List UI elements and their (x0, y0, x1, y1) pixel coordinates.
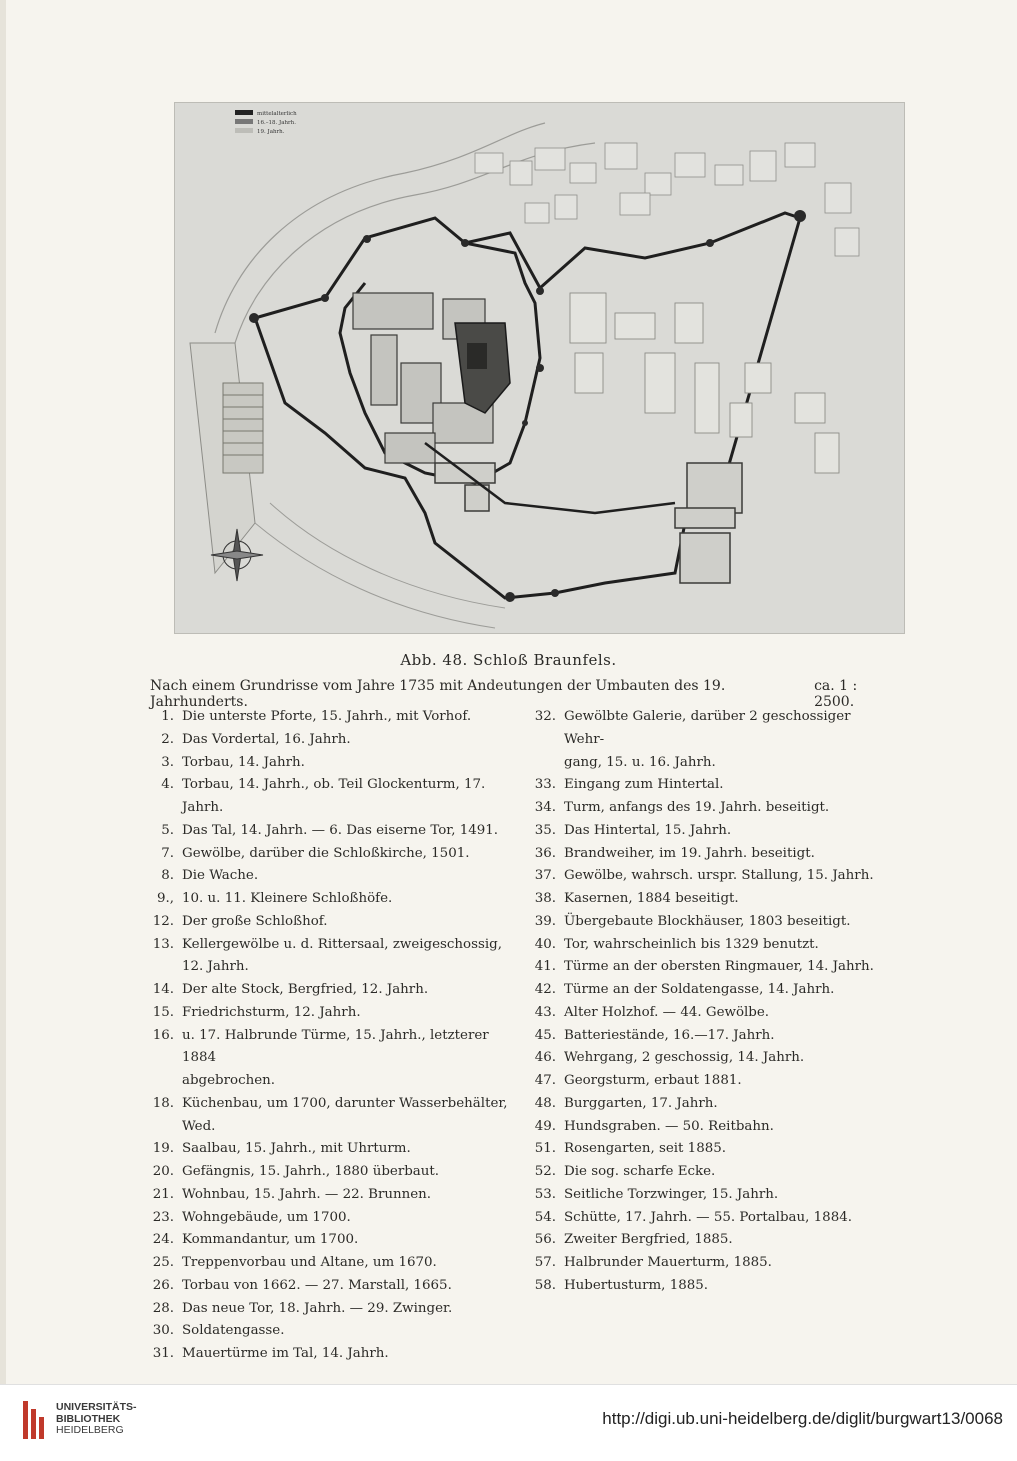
legend-entry-text: Burggarten, 17. Jahrh. (564, 1095, 718, 1111)
legend-entry-text: Gewölbe, darüber die Schloßkirche, 1501. (182, 845, 470, 861)
legend-entry (524, 865, 884, 888)
legend-entry-text: Rosengarten, seit 1885. (564, 1141, 727, 1157)
legend-entry-text: 10. u. 11. Kleinere Schloßhöfe. (182, 891, 393, 906)
legend-entry-number: 28. (152, 1300, 174, 1316)
legend-entry (524, 1275, 884, 1298)
legend-entry-text: Gefängnis, 15. Jahrh., 1880 überbaut. (182, 1164, 440, 1179)
legend-entry (524, 1093, 884, 1116)
legend-entry-text: Zweiter Bergfried, 1885. (564, 1232, 733, 1248)
legend-entry-number: 2. (161, 731, 174, 747)
legend-entry-number: 3. (161, 754, 174, 770)
legend-entry-text: abgebrochen. (182, 1073, 276, 1088)
legend-entry-text: Das Tal, 14. Jahrh. — 6. Das eiserne Tor, 1491. (182, 822, 499, 838)
legend-entry-text: Batteriestände, 16.—17. Jahrh. (564, 1027, 775, 1043)
legend-swatch-mid (235, 119, 253, 124)
legend-entry-text: Turm, anfangs des 19. Jahrh. beseitigt. (564, 800, 830, 815)
legend-entry-text: Torbau, 14. Jahrh., ob. Teil Glockenturm, 17. Jahrh. (182, 777, 486, 815)
legend-entry-text: Georgsturm, erbaut 1881. (564, 1073, 742, 1088)
legend-entry-number: 38. (534, 891, 556, 906)
legend-entry-number: 43. (534, 1004, 556, 1020)
legend-entry (142, 706, 522, 729)
legend-entry-text: Torbau, 14. Jahrh. (182, 754, 305, 770)
legend-entry-text: Tor, wahrscheinlich bis 1329 benutzt. (564, 936, 819, 952)
legend-entry-number: 12. (152, 913, 174, 929)
legend-entry (524, 820, 884, 843)
legend-entry-text: Die Wache. (182, 868, 259, 884)
legend-entry (142, 979, 522, 1002)
legend-entry-number: 47. (534, 1073, 556, 1088)
castle-plan-figure (174, 102, 905, 634)
digital-library-url[interactable]: http://digi.ub.uni-heidelberg.de/diglit/burgwart13/0068 (602, 1409, 1003, 1428)
legend-entry-number: 45. (534, 1027, 556, 1043)
map-legend-label: 16.–18. Jahrh. (257, 120, 296, 126)
legend-entry-text: Türme an der obersten Ringmauer, 14. Jahrh. (564, 959, 874, 975)
legend-entry-text: Seitliche Torzwinger, 15. Jahrh. (564, 1186, 779, 1202)
legend-entry-text: Schütte, 17. Jahrh. — 55. Portalbau, 1884. (564, 1209, 852, 1225)
university-logo-icon (20, 1399, 46, 1441)
legend-entry-number: 20. (152, 1164, 174, 1179)
map-legend-label: mittelalterlich (257, 111, 297, 117)
legend-entry (524, 911, 884, 934)
legend-entry-text: u. 17. Halbrunde Türme, 15. Jahrh., letzterer 1884 (182, 1027, 489, 1066)
legend-entry-number: 46. (534, 1050, 556, 1066)
legend-entry-number: 52. (534, 1164, 556, 1179)
legend-entry (524, 752, 884, 775)
legend-right-column (524, 706, 884, 1298)
legend-entry (524, 1161, 884, 1184)
legend-entry (524, 774, 884, 797)
legend-swatch-light (235, 128, 253, 133)
legend-entry (524, 956, 884, 979)
legend-entry-text: Soldatengasse. (182, 1323, 285, 1339)
legend-entry-text: Torbau von 1662. — 27. Marstall, 1665. (182, 1277, 452, 1293)
legend-entry-number: 30. (152, 1323, 174, 1339)
legend-entry (524, 706, 884, 752)
legend-entry-text: Kasernen, 1884 beseitigt. (564, 891, 739, 906)
legend-entry (524, 797, 884, 820)
footer-bar (0, 1384, 1017, 1461)
legend-entry-text: Alter Holzhof. — 44. Gewölbe. (564, 1004, 770, 1020)
legend-entry-number: 40. (534, 936, 556, 952)
legend-entry-number: 25. (152, 1255, 174, 1270)
legend-entry-number: 16. (152, 1027, 174, 1043)
legend-entry-number: 42. (534, 982, 556, 997)
legend-entry (142, 1161, 522, 1184)
legend-entry-number: 4. (161, 777, 174, 793)
legend-entry-text: Eingang zum Hintertal. (564, 777, 724, 793)
legend-entry-number: 56. (534, 1232, 556, 1248)
legend-entry-number: 13. (152, 936, 174, 952)
legend-entry-number: 1. (161, 709, 174, 724)
legend-entry-number: 23. (152, 1209, 174, 1225)
legend-entry (142, 1002, 522, 1025)
legend-entry (142, 1229, 522, 1252)
legend-entry-text: Der alte Stock, Bergfried, 12. Jahrh. (182, 982, 429, 997)
legend-entry (524, 934, 884, 957)
legend-entry (142, 1275, 522, 1298)
figure-subtitle: Nach einem Grundrisse vom Jahre 1735 mit Andeutungen der Umbauten des 19. Jahrhunderts. (150, 678, 726, 710)
legend-entry-number: 35. (534, 822, 556, 838)
legend-entry-number: 21. (152, 1186, 174, 1202)
legend-entry (524, 1116, 884, 1139)
legend-entry-number: 34. (534, 800, 556, 815)
legend-entry (142, 1252, 522, 1275)
legend-entry-text: Der große Schloßhof. (182, 913, 328, 929)
legend-entry (142, 1207, 522, 1230)
legend-entry (142, 1320, 522, 1343)
legend-entry-text: Kellergewölbe u. d. Rittersaal, zweigeschossig, 12. Jahrh. (182, 936, 502, 975)
map-legend-label: 19. Jahrh. (257, 129, 285, 135)
legend-entry-number: 58. (534, 1277, 556, 1293)
legend-entry (142, 820, 522, 843)
legend-entry (524, 1025, 884, 1048)
figure-title: Abb. 48. Schloß Braunfels. (400, 651, 617, 669)
legend-entry-number: 49. (534, 1118, 556, 1134)
legend-entry-number: 8. (161, 868, 174, 884)
legend-entry-number: 18. (152, 1095, 174, 1111)
legend-entry-number: 41. (534, 959, 556, 975)
legend-entry (142, 729, 522, 752)
legend-entry (524, 1138, 884, 1161)
legend-entry-text: Türme an der Soldatengasse, 14. Jahrh. (564, 982, 835, 997)
legend-entry (142, 752, 522, 775)
legend-entry (524, 1070, 884, 1093)
legend-entry-number: 26. (152, 1277, 174, 1293)
legend-entry (142, 865, 522, 888)
legend-entry-text: Übergebaute Blockhäuser, 1803 beseitigt. (564, 913, 851, 929)
castle-plan-drawing (175, 103, 904, 633)
page-edge (0, 0, 6, 1460)
legend-entry-text: Gewölbte Galerie, darüber 2 geschossiger Wehr- (564, 709, 851, 747)
legend-entry (142, 911, 522, 934)
legend-entry-number: 14. (152, 982, 174, 997)
legend-entry (524, 1184, 884, 1207)
legend-entry-number: 37. (534, 868, 556, 884)
legend-entry-text: Wohngebäude, um 1700. (182, 1209, 351, 1225)
legend-entry (142, 934, 522, 980)
legend-entry-number: 31. (152, 1346, 174, 1361)
legend-entry-text: Hubertusturm, 1885. (564, 1277, 709, 1293)
legend-entry-text: Das Vordertal, 16. Jahrh. (182, 731, 351, 747)
legend-entry-text: Das neue Tor, 18. Jahrh. — 29. Zwinger. (182, 1300, 453, 1316)
legend-entry-number: 9., (156, 891, 174, 906)
legend-entry-number: 51. (534, 1141, 556, 1157)
legend-entry (142, 888, 522, 911)
legend-entry-text: Brandweiher, im 19. Jahrh. beseitigt. (564, 845, 815, 861)
figure-scale: ca. 1 : 2500. (814, 678, 858, 710)
institution-name: UNIVERSITÄTS- BIBLIOTHEK HEIDELBERG (56, 1401, 137, 1436)
legend-entry-number: 7. (161, 845, 174, 861)
legend-entry-number: 24. (152, 1232, 174, 1248)
legend-entry-number: 15. (152, 1004, 174, 1020)
legend-entry-text: Hundsgraben. — 50. Reitbahn. (564, 1118, 774, 1134)
legend-entry-text: Küchenbau, um 1700, darunter Wasserbehälter, Wed. (182, 1095, 508, 1134)
legend-entry-number: 54. (534, 1209, 556, 1225)
legend-entry-number: 39. (534, 913, 556, 929)
legend-entry (142, 1138, 522, 1161)
legend-entry-number: 5. (161, 822, 174, 838)
legend-entry-number: 53. (534, 1186, 556, 1202)
legend-entry (142, 843, 522, 866)
legend-entry-number (142, 1070, 182, 1093)
legend-entry-number: 48. (534, 1095, 556, 1111)
legend-entry (524, 1002, 884, 1025)
legend-entry (524, 1229, 884, 1252)
legend-entry (142, 1298, 522, 1321)
legend-entry (524, 1207, 884, 1230)
legend-entry-text: Die sog. scharfe Ecke. (564, 1164, 716, 1179)
legend-entry (524, 1252, 884, 1275)
legend-entry (142, 1343, 522, 1366)
legend-entry-text: Die unterste Pforte, 15. Jahrh., mit Vorhof. (182, 709, 472, 724)
legend-entry (142, 1025, 522, 1071)
legend-entry-text: Wohnbau, 15. Jahrh. — 22. Brunnen. (182, 1186, 432, 1202)
legend-entry (142, 1093, 522, 1139)
legend-entry (142, 1184, 522, 1207)
legend-entry-number: 32. (534, 709, 556, 724)
legend-entry (524, 843, 884, 866)
legend-entry-text: Das Hintertal, 15. Jahrh. (564, 822, 732, 838)
legend-entry-number: 19. (152, 1141, 174, 1157)
legend-entry (142, 774, 522, 820)
legend-entry-text: Friedrichsturm, 12. Jahrh. (182, 1004, 361, 1020)
legend-entry-text: gang, 15. u. 16. Jahrh. (564, 754, 716, 770)
legend-entry-text: Gewölbe, wahrsch. urspr. Stallung, 15. Jahrh. (564, 868, 874, 884)
legend-entry-text: Treppenvorbau und Altane, um 1670. (182, 1255, 437, 1270)
legend-entry (524, 979, 884, 1002)
legend-entry-text: Saalbau, 15. Jahrh., mit Uhrturm. (182, 1141, 411, 1157)
legend-entry-text: Kommandantur, um 1700. (182, 1232, 359, 1248)
legend-entry-text: Halbrunder Mauerturm, 1885. (564, 1255, 772, 1270)
legend-entry-number (524, 752, 564, 775)
legend-entry (142, 1070, 522, 1093)
legend-entry-number: 36. (534, 845, 556, 861)
legend-entry-number: 33. (534, 777, 556, 793)
legend-entry (524, 888, 884, 911)
legend-entry-text: Mauertürme im Tal, 14. Jahrh. (182, 1346, 389, 1361)
legend-entry-text: Wehrgang, 2 geschossig, 14. Jahrh. (564, 1050, 805, 1066)
legend-swatch-dark (235, 110, 253, 115)
legend-entry (524, 1047, 884, 1070)
legend-entry-number: 57. (534, 1255, 556, 1270)
legend-left-column (142, 706, 522, 1366)
